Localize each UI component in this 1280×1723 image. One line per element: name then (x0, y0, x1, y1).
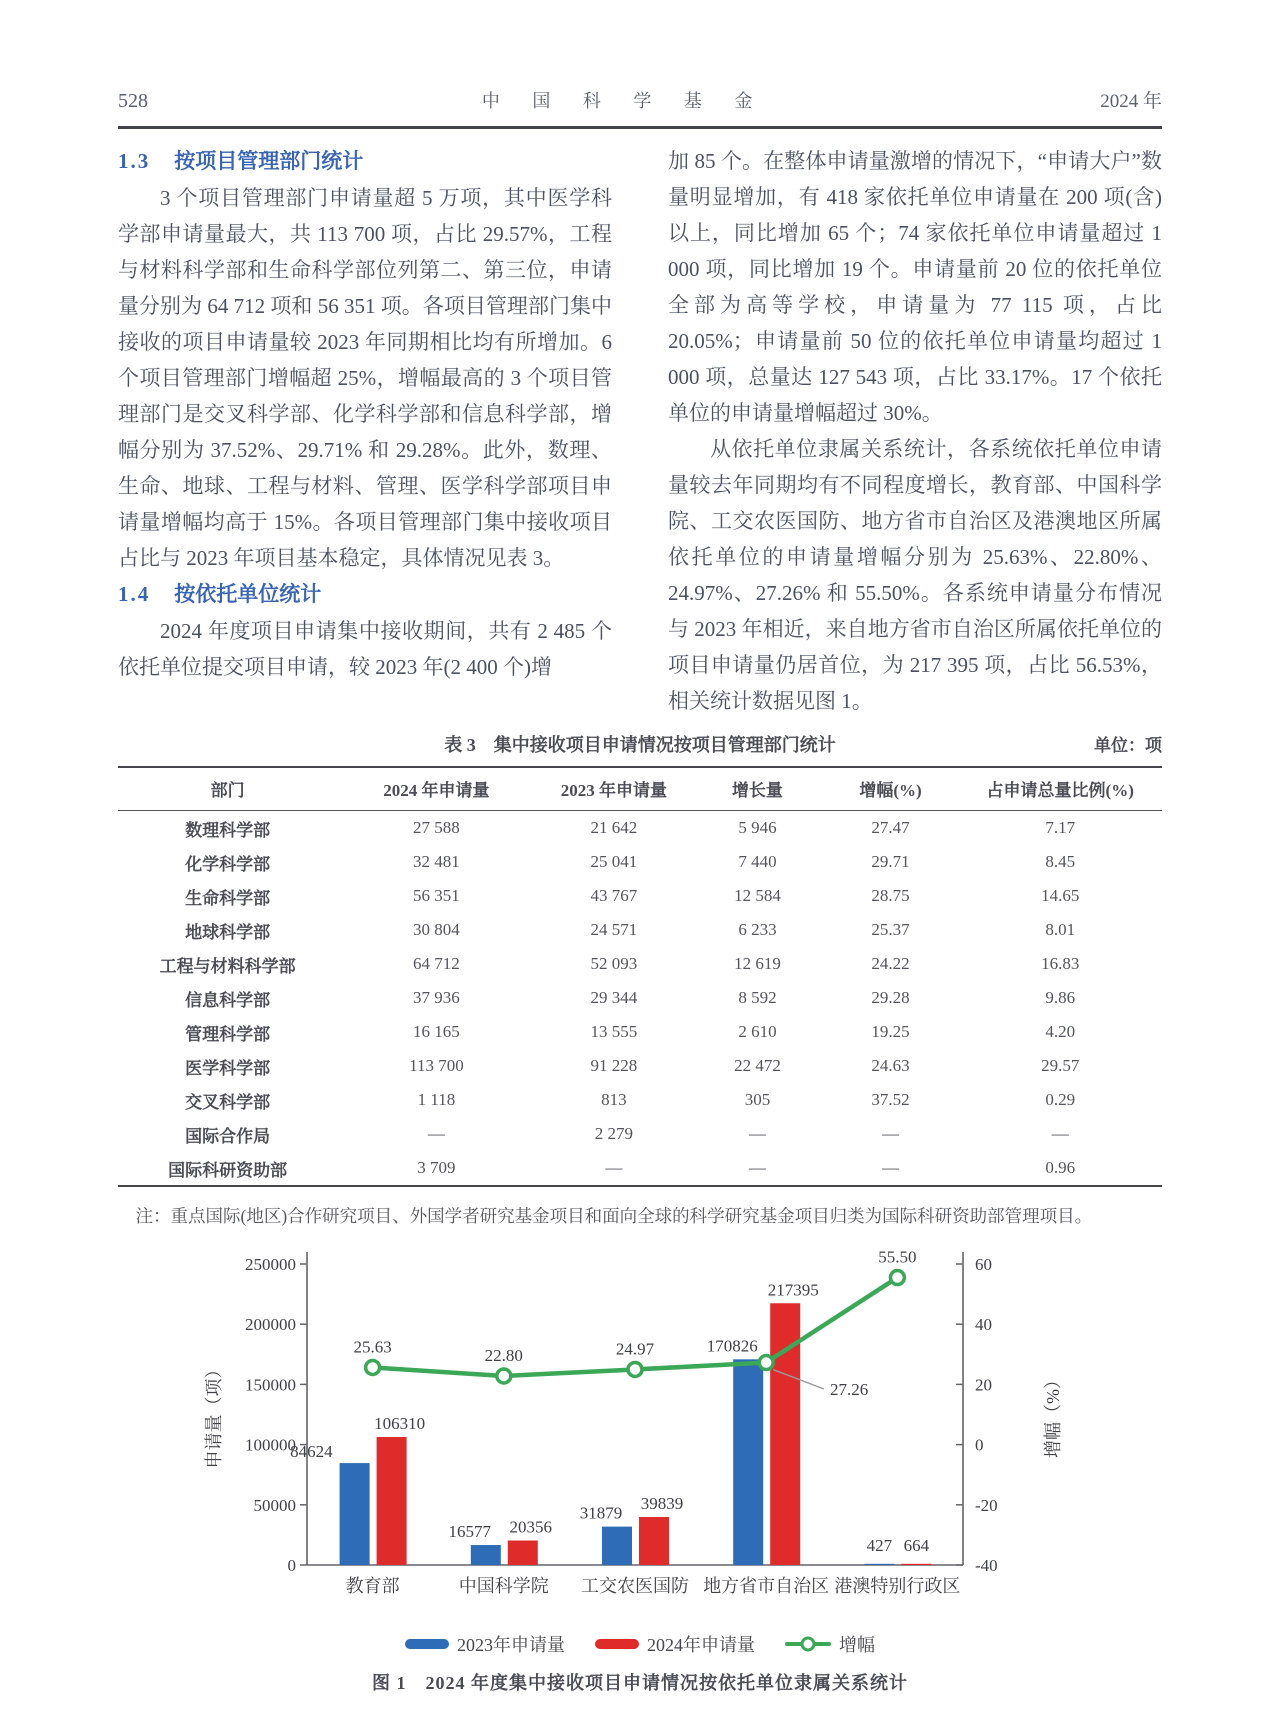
value-cell: 14.65 (1041, 886, 1080, 905)
bar-2024-2 (639, 1517, 669, 1565)
value-cell: — (748, 1124, 766, 1143)
growth-marker-0 (366, 1360, 380, 1374)
legend-swatch-2024 (595, 1639, 639, 1649)
right-column (668, 143, 1162, 719)
value-cell: 29.71 (871, 852, 910, 871)
left-axis-tick-label: 150000 (245, 1375, 296, 1395)
section-number: 1.3 (118, 149, 151, 173)
bar-value-label: 106310 (374, 1414, 426, 1434)
department-cell: 管理科学部 (185, 1024, 271, 1044)
value-cell: 12 584 (734, 886, 781, 905)
value-cell: 0.96 (1045, 1158, 1076, 1177)
column-header: 2023 年申请量 (536, 767, 693, 811)
right-axis-tick-label: 0 (975, 1435, 984, 1455)
value-cell: 52 093 (590, 954, 638, 973)
value-cell: 1 118 (417, 1090, 456, 1109)
bar-value-label: 217395 (767, 1280, 819, 1300)
value-cell: 25.37 (871, 920, 910, 939)
category-label: 中国科学院 (458, 1576, 549, 1596)
right-axis-tick-label: -40 (975, 1556, 998, 1575)
bar-value-label: 20356 (509, 1517, 553, 1537)
value-cell: 56 351 (413, 886, 460, 905)
column-header: 增幅(%) (823, 767, 959, 811)
bar-2024-4 (901, 1564, 931, 1565)
bar-2023-0 (340, 1463, 370, 1565)
value-cell: — (882, 1158, 900, 1177)
value-cell: 37.52 (871, 1090, 910, 1109)
value-cell: 43 767 (590, 886, 638, 905)
legend-item-2023 (405, 1631, 565, 1657)
paragraph: 从依托单位隶属关系统计，各系统依托单位申请量较去年同期均有不同程度增长，教育部、中国科学院、工交农医国防、地方省市自治区及港澳地区所属依托单位的申请量增幅分别为 25.63%、22.80%、24.97%、27.26% 和 55.50%。各系统申请量分布情况与 2023 年相近，来自地方省市自治区所属依托单位的项目申请量仍居首位，为 217 395 项，占比 56.53%，相关统计数据见图 1。 (668, 437, 1162, 713)
figure-1-chart (118, 1237, 1162, 1629)
bar-2024-1 (508, 1540, 538, 1565)
two-column-body (118, 143, 1162, 719)
value-cell: 64 712 (413, 954, 460, 973)
legend-label-2024: 2024年申请量 (647, 1635, 755, 1655)
department-cell: 生命科学部 (185, 888, 271, 908)
left-axis-tick-label: 50000 (253, 1495, 296, 1515)
figure-1-block (118, 1237, 1162, 1695)
paragraph: 2024 年度项目申请集中接收期间，共有 2 485 个依托单位提交项目申请，较 2023 年(2 400 个)增 (118, 619, 612, 679)
value-cell: 8.01 (1045, 920, 1076, 939)
value-cell: 28.75 (871, 886, 910, 905)
left-axis-tick-label: 250000 (245, 1255, 296, 1274)
legend-item-2024 (595, 1631, 755, 1657)
value-cell: 16 165 (413, 1022, 460, 1041)
value-cell: 32 481 (413, 852, 460, 871)
bar-value-label: 84624 (290, 1442, 333, 1462)
value-cell: 29.57 (1041, 1056, 1080, 1075)
table-row (118, 1049, 1162, 1083)
table-3-body (118, 811, 1162, 1187)
table-3-header (118, 767, 1162, 811)
value-cell: 8 592 (738, 988, 777, 1007)
table-3-note: 注：重点国际(地区)合作研究项目、外国学者研究基金项目和面向全球的科学研究基金项目归类为国际科研资助部管理项目。 (135, 1206, 1093, 1226)
section-title: 按项目管理部门统计 (174, 149, 364, 173)
department-cell: 国际科研资助部 (168, 1160, 288, 1180)
bar-value-label: 31879 (579, 1503, 623, 1523)
table-row (118, 947, 1162, 981)
table-row (118, 811, 1162, 846)
value-cell: 0.29 (1045, 1090, 1076, 1109)
table-3-caption-line (118, 731, 1162, 757)
legend-label-2023: 2023年申请量 (457, 1635, 565, 1655)
bar-2023-2 (602, 1527, 632, 1565)
table-header-row (118, 767, 1162, 811)
table-3-block (118, 731, 1162, 1233)
right-axis-tick-label: 40 (975, 1315, 992, 1335)
column-header: 占申请总量比例(%) (958, 767, 1162, 811)
value-cell: 16.83 (1041, 954, 1080, 973)
table-row (118, 1151, 1162, 1186)
value-cell: 30 804 (413, 920, 460, 939)
department-cell: 交叉科学部 (185, 1092, 271, 1112)
table-row (118, 913, 1162, 947)
category-label: 地方省市自治区 (703, 1576, 830, 1596)
column-header: 2024 年申请量 (337, 767, 535, 811)
department-cell: 地球科学部 (185, 922, 271, 942)
legend-label-growth: 增幅 (839, 1635, 875, 1655)
legend-swatch-growth-line (785, 1642, 831, 1646)
value-cell: 9.86 (1045, 988, 1076, 1007)
table-row (118, 879, 1162, 913)
bar-2024-0 (377, 1437, 407, 1565)
category-label: 工交农医国防 (581, 1576, 689, 1596)
section-heading-1-4 (118, 576, 612, 613)
page-number: 528 (118, 90, 148, 112)
value-cell: 24 571 (590, 920, 638, 939)
running-head (118, 86, 1162, 129)
value-cell: 12 619 (734, 954, 781, 973)
value-cell: 813 (601, 1090, 627, 1109)
value-cell: 13 555 (590, 1022, 638, 1041)
page-content (118, 86, 1162, 1695)
value-cell: 8.45 (1045, 852, 1076, 871)
department-cell: 信息科学部 (185, 990, 271, 1010)
growth-value-label: 27.26 (830, 1380, 869, 1399)
bar-value-label: 664 (903, 1536, 930, 1555)
table-row (118, 1015, 1162, 1049)
table-3-unit-label: 单位：项 (1094, 736, 1162, 755)
right-axis-tick-label: -20 (975, 1495, 998, 1515)
right-axis-tick-label: 20 (975, 1375, 992, 1395)
bar-value-label: 427 (866, 1536, 893, 1555)
value-cell: 2 610 (738, 1022, 777, 1041)
bar-2023-3 (733, 1359, 763, 1565)
paragraph: 加 85 个。在整体申请量激增的情况下，“申请大户”数量明显增加，有 418 家依托单位申请量在 200 项(含)以上，同比增加 65 个；74 家依托单位申请量超过 1 000 项，同比增加 19 个。申请量前 20 位的依托单位全部为高等学校，申请量为 77 115 项，占比 20.05%；申请量前 50 位的依托单位申请量均超过 1 000 项，总量达 127 543 项，占比 33.17%。17 个依托单位的申请量增幅超过 30%。 (668, 149, 1162, 425)
table-row (118, 981, 1162, 1015)
growth-value-label: 24.97 (615, 1339, 655, 1359)
column-header: 部门 (118, 767, 337, 811)
value-cell: 29 344 (590, 988, 638, 1007)
value-cell: 7 440 (738, 852, 777, 871)
value-cell: 19.25 (871, 1022, 910, 1041)
growth-value-label: 22.80 (484, 1345, 523, 1365)
journal-title: 中 国 科 学 基 金 (481, 91, 767, 111)
department-cell: 国际合作局 (185, 1126, 271, 1146)
growth-marker-1 (497, 1369, 511, 1383)
left-axis-title: 申请量（项） (204, 1360, 224, 1469)
value-cell: 7.17 (1045, 818, 1076, 837)
growth-marker-4 (890, 1271, 904, 1285)
value-cell: 4.20 (1045, 1022, 1076, 1041)
bar-2023-1 (471, 1545, 501, 1565)
value-cell: 5 946 (738, 818, 777, 837)
category-label: 港澳特别行政区 (834, 1576, 961, 1596)
bar-value-label: 39839 (640, 1494, 684, 1514)
value-cell: 3 709 (417, 1158, 456, 1177)
right-axis-title: 增幅（%） (1043, 1371, 1063, 1458)
department-cell: 化学科学部 (185, 854, 271, 874)
legend-growth-marker-dot (801, 1637, 816, 1652)
value-cell: 25 041 (590, 852, 638, 871)
department-cell: 工程与材料科学部 (159, 956, 296, 976)
value-cell: 22 472 (734, 1056, 781, 1075)
growth-value-label: 25.63 (353, 1337, 392, 1357)
value-cell: 29.28 (871, 988, 910, 1007)
value-cell: 24.63 (871, 1056, 910, 1075)
column-header: 增长量 (692, 767, 823, 811)
figure-1-caption: 图 1 2024 年度集中接收项目申请情况按依托单位隶属关系统计 (372, 1673, 908, 1693)
table-3-caption: 表 3 集中接收项目申请情况按项目管理部门统计 (444, 735, 836, 755)
value-cell: — (882, 1124, 900, 1143)
section-number: 1.4 (118, 582, 151, 606)
value-cell: 27 588 (413, 818, 460, 837)
bar-2023-4 (864, 1564, 894, 1565)
table-row (118, 1083, 1162, 1117)
left-column (118, 143, 612, 719)
chart-legend (118, 1631, 1162, 1657)
legend-item-growth (785, 1631, 875, 1657)
table-3 (118, 766, 1162, 1187)
value-cell: 27.47 (871, 818, 910, 837)
section-heading-1-3 (118, 143, 612, 180)
paragraph: 3 个项目管理部门申请量超 5 万项，其中医学科学部申请量最大，共 113 700 项，占比 29.57%，工程与材料科学部和生命科学部位列第二、第三位，申请量分别为 64 712 项和 56 351 项。各项目管理部门集中接收的项目申请量较 2023 年同期相比均有所增加。6 个项目管理部门增幅超 25%，增幅最高的 3 个项目管理部门是交叉科学部、化学科学部和信息科学部，增幅分别为 37.52%、29.71% 和 29.28%。此外，数理、生命、地球、工程与材料、管理、医学科学部项目申请量增幅均高于 15%。各项目管理部门集中接收项目占比与 2023 年项目基本稳定，具体情况见表 3。 (118, 186, 612, 570)
value-cell: — (748, 1158, 766, 1177)
value-cell: 113 700 (409, 1056, 464, 1075)
left-axis-tick-label: 0 (287, 1556, 296, 1575)
running-head-year: 2024 年 (1100, 91, 1162, 112)
value-cell: 21 642 (590, 818, 638, 837)
bar-value-label: 170826 (706, 1336, 758, 1356)
value-cell: 37 936 (413, 988, 460, 1007)
value-cell: 91 228 (590, 1056, 638, 1075)
growth-marker-3 (759, 1356, 773, 1370)
value-cell: 305 (744, 1090, 771, 1109)
table-row (118, 845, 1162, 879)
value-cell: 2 279 (594, 1124, 634, 1143)
section-title: 按依托单位统计 (174, 582, 322, 606)
legend-swatch-2023 (405, 1639, 449, 1649)
category-label: 教育部 (345, 1576, 400, 1596)
table-row (118, 1117, 1162, 1151)
growth-marker-2 (628, 1362, 642, 1376)
value-cell: 6 233 (738, 920, 777, 939)
value-cell: 24.22 (871, 954, 910, 973)
growth-value-label: 55.50 (878, 1247, 917, 1267)
bar-value-label: 16577 (448, 1522, 492, 1542)
value-cell: — (605, 1158, 623, 1177)
left-axis-tick-label: 200000 (245, 1315, 296, 1335)
department-cell: 数理科学部 (185, 820, 271, 840)
value-cell: — (1051, 1124, 1069, 1143)
left-axis-tick-label: 100000 (245, 1435, 296, 1455)
department-cell: 医学科学部 (185, 1058, 271, 1078)
value-cell: — (427, 1124, 445, 1143)
right-axis-tick-label: 60 (975, 1255, 992, 1274)
